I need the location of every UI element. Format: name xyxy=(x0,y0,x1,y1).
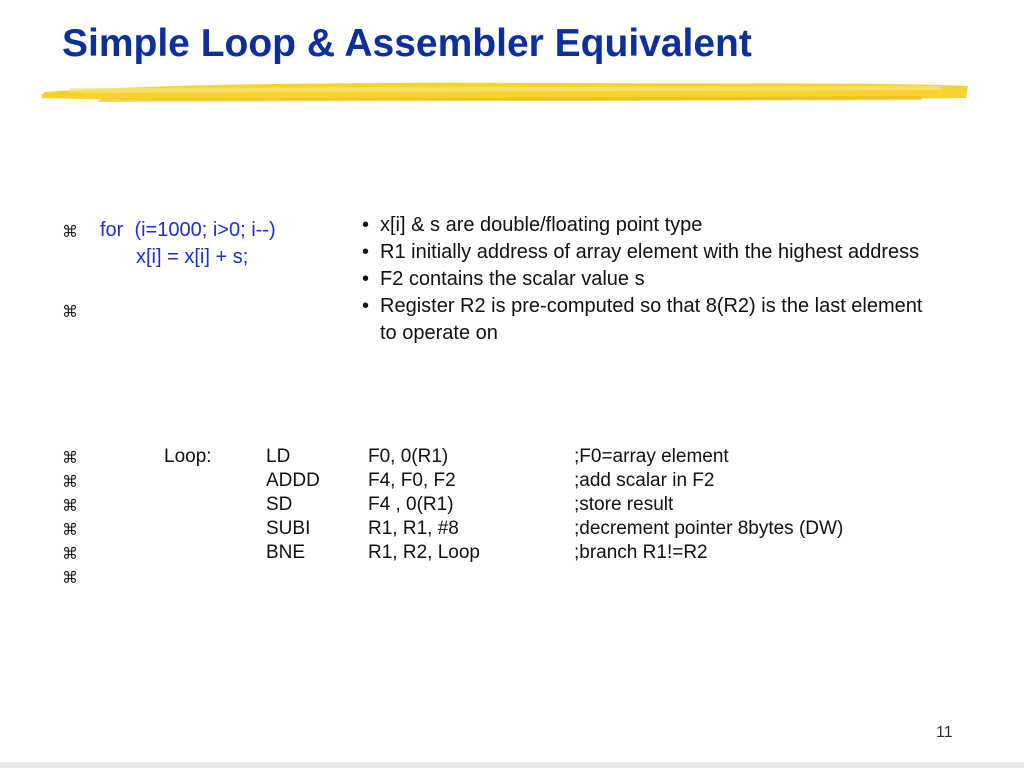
bottom-bar xyxy=(0,762,1024,768)
page-number: 11 xyxy=(936,724,953,741)
asm-comment: ;branch R1!=R2 xyxy=(574,542,708,563)
bullet-glyph: ⌘ xyxy=(62,222,78,241)
note-text: x[i] & s are double/floating point type xyxy=(380,214,703,236)
note-text: R1 initially address of array element with the highest address xyxy=(380,241,920,263)
bullet-glyph: ⌘ xyxy=(62,520,78,539)
asm-comment: ;F0=array element xyxy=(574,446,729,467)
note-item: • x[i] & s are double/floating point type xyxy=(362,214,703,236)
asm-op: ADDD xyxy=(266,470,320,491)
code-line-for: for (i=1000; i>0; i--) xyxy=(100,219,276,241)
bullet-glyph: ⌘ xyxy=(62,302,78,321)
bullet-glyph: ⌘ xyxy=(62,568,78,587)
asm-args: F4, F0, F2 xyxy=(368,470,456,491)
note-item: • R1 initially address of array element with the highest address xyxy=(362,241,920,263)
bullet-glyph: ⌘ xyxy=(62,472,78,491)
slide-title: Simple Loop & Assembler Equivalent xyxy=(62,22,752,65)
note-item: • Register R2 is pre-computed so that 8(R2) is the last element to operate on xyxy=(362,295,923,344)
asm-op: SD xyxy=(266,494,293,515)
asm-args: F0, 0(R1) xyxy=(368,446,449,467)
code-line-body: x[i] = x[i] + s; xyxy=(136,246,249,268)
notes-list xyxy=(362,212,942,347)
note-text: Register R2 is pre-computed so that 8(R2) is the last element to operate on xyxy=(380,295,923,344)
asm-comment: ;store result xyxy=(574,494,674,515)
yellow-highlight-stroke xyxy=(40,74,970,108)
asm-args: R1, R1, #8 xyxy=(368,518,459,539)
asm-op: SUBI xyxy=(266,518,311,539)
asm-comment: ;add scalar in F2 xyxy=(574,470,715,491)
bullet-glyph: ⌘ xyxy=(62,544,78,563)
note-text: F2 contains the scalar value s xyxy=(380,268,645,290)
note-item: • F2 contains the scalar value s xyxy=(362,268,645,290)
asm-args: F4 , 0(R1) xyxy=(368,494,454,515)
asm-args: R1, R2, Loop xyxy=(368,542,480,563)
bullet-glyph: ⌘ xyxy=(62,448,78,467)
asm-op: BNE xyxy=(266,542,306,563)
asm-label: Loop: xyxy=(164,446,212,467)
asm-op: LD xyxy=(266,446,291,467)
asm-comment: ;decrement pointer 8bytes (DW) xyxy=(574,518,844,539)
bullet-glyph: ⌘ xyxy=(62,496,78,515)
